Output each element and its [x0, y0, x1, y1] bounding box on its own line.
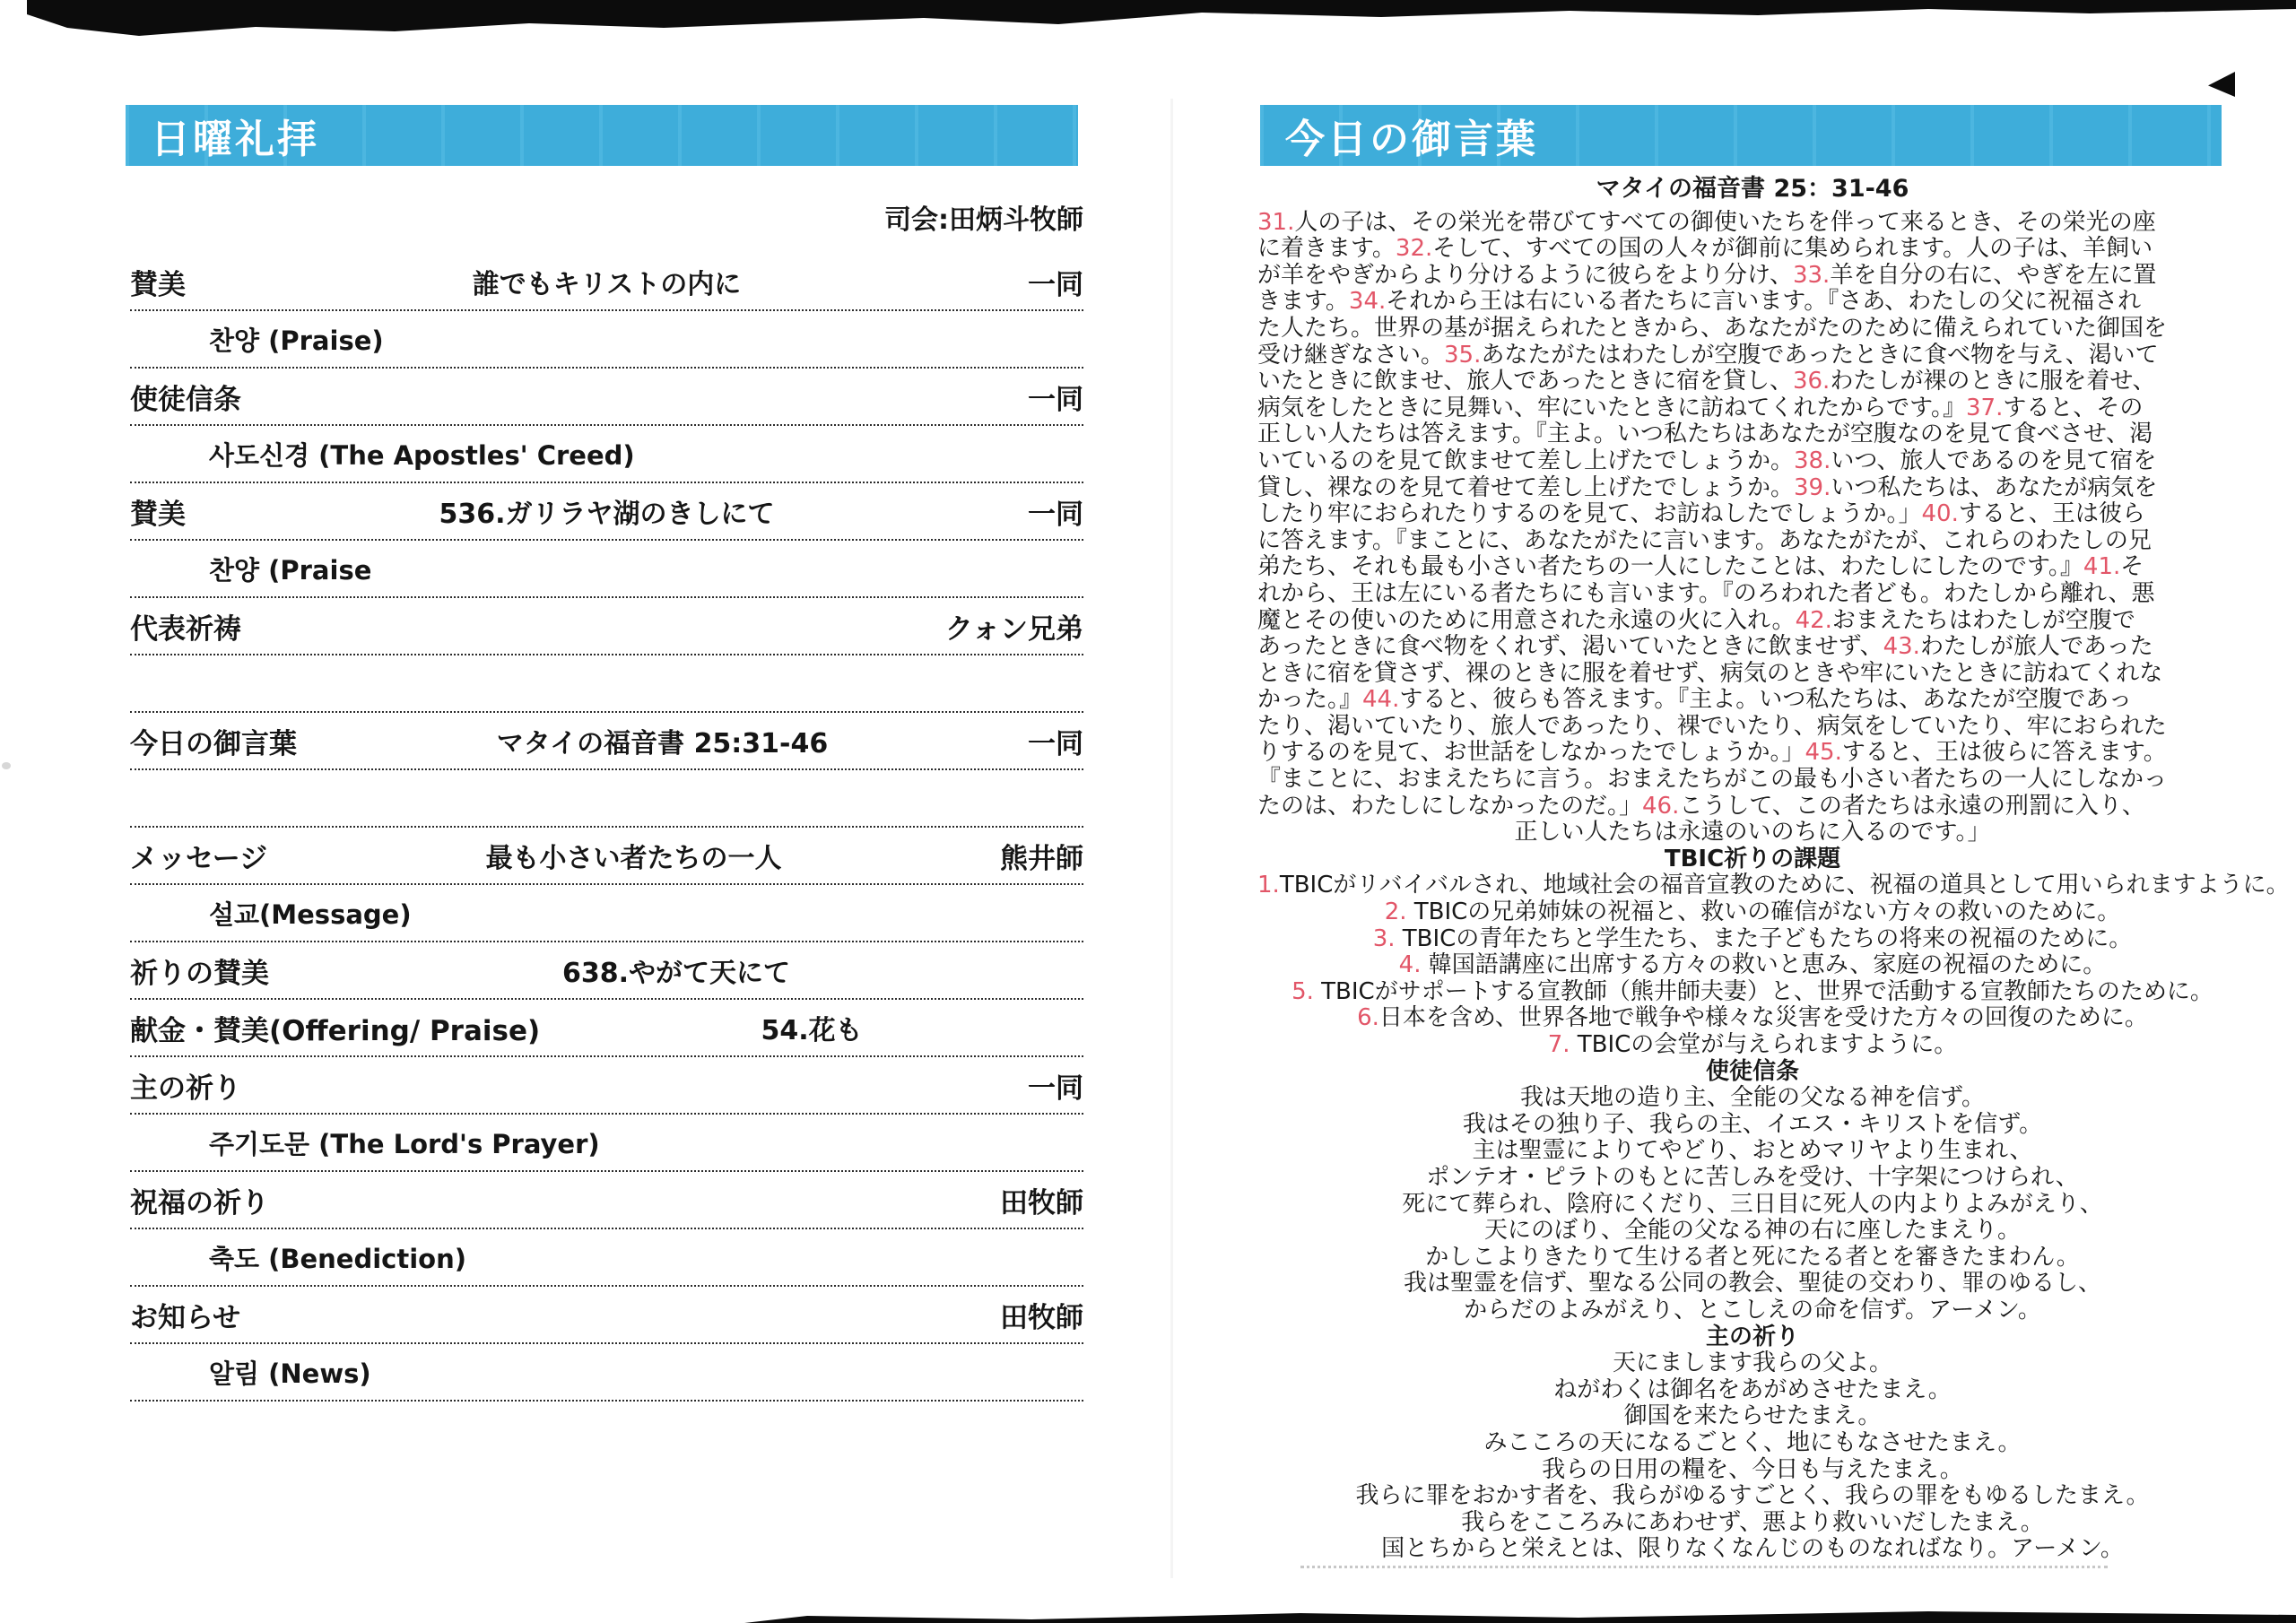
lords-prayer	[1257, 1350, 2248, 1563]
program-row	[130, 1229, 1083, 1287]
program-item-translation: 축도 (Benediction)	[209, 1243, 466, 1274]
program-row	[130, 369, 1083, 426]
scripture-line: たのは、わたしにしなかったのだ。」46.こうして、この者たちは永遠の刑罰に入り、	[1257, 792, 2145, 820]
program-item-attendee: 一同	[1028, 727, 1083, 760]
scripture-line: 31.人の子は、その栄光を帯びてすべての御使いたちを伴って来るとき、その栄光の座	[1257, 208, 2156, 236]
program-item-translation: 찬양 (Praise)	[209, 325, 384, 356]
program-item-attendee: 一同	[1028, 498, 1083, 531]
verse-number: 46.	[1642, 792, 1680, 820]
program-item-content: 誰でもキリストの内に	[472, 269, 742, 300]
creed-line: 天にのぼり、全能の父なる神の右に座したまえり。	[1483, 1217, 2021, 1245]
verse-number: 39.	[1794, 473, 1831, 501]
program-item-content: 638.やがて天にて	[561, 958, 791, 989]
page-gutter-crease	[1170, 99, 1173, 1578]
prayer-topic: 3. TBICの青年たちと学生たち、また子どもたちの将来の祝福のために。	[1372, 924, 2133, 952]
left-page-title: 日曜礼拝	[151, 117, 319, 162]
program-item-label: 使徒信条	[130, 383, 241, 416]
verse-number: 32.	[1395, 235, 1433, 263]
creed-line: からだのよみがえり、とこしえの命を信ず。アーメン。	[1464, 1296, 2041, 1324]
scripture-line: いたときに飲ませ、旅人であったときに宿を貸し、36.わたしが裸のときに服を着せ、	[1257, 368, 2156, 395]
verse-number: 33.	[1792, 261, 1831, 289]
program-item-content: 最も小さい者たちの一人	[485, 843, 782, 874]
worship-program	[130, 254, 1083, 1402]
program-item-content: マタイの福音書 25:31-46	[496, 728, 829, 759]
right-page-title: 今日の御言葉	[1285, 117, 1538, 162]
verse-number: 31.	[1257, 208, 1295, 236]
creed-line: かしこよりきたりて生ける者と死にたる者とを審きたまわん。	[1425, 1243, 2080, 1271]
prayer-topic: 6.日本を含め、世界各地で戦争や様々な災害を受けた方々の回復のために。	[1357, 1004, 2148, 1032]
verse-number: 1.	[1257, 872, 1280, 899]
creed-line: 死にて葬られ、陰府にくだり、三日目に死人の内よりよみがえり、	[1402, 1190, 2103, 1218]
verse-number: 43.	[1883, 633, 1920, 661]
scan-artifact-speck	[2, 762, 11, 769]
program-item-label: 賛美	[130, 268, 186, 301]
scripture-line: 貸し、裸なのを見て着せて差し上げたでしょうか。39.いつ私たちは、あなたが病気を	[1257, 473, 2158, 501]
creed-line: ポンテオ・ピラトのもとに苦しみを受け、十字架につけられ、	[1426, 1163, 2079, 1191]
program-item-content: 54.花も	[761, 1015, 863, 1046]
scan-artifact-corner-mark	[2208, 72, 2235, 97]
program-row	[130, 483, 1083, 541]
program-item-label: 今日の御言葉	[130, 727, 297, 760]
scan-artifact-bottom-edge	[744, 1610, 2296, 1623]
program-row	[130, 1057, 1083, 1115]
lords-prayer-heading: 主の祈り	[1705, 1323, 1799, 1350]
program-item-label: メッセージ	[130, 842, 268, 875]
verse-number: 36.	[1792, 368, 1831, 395]
scripture-line: 魔とその使いのために用意された永遠の火に入れ。42.おまえたちはわたしが空腹で	[1257, 606, 2135, 634]
verse-number: 38.	[1794, 447, 1831, 474]
program-row	[130, 942, 1083, 1000]
scripture-line: りするのを見て、お世話をしなかったでしょうか。」45.すると、王は彼らに答えます。	[1257, 739, 2167, 767]
creed-line: 我は聖霊を信ず、聖なる公同の教会、聖徒の交わり、罪のゆるし、	[1404, 1270, 2101, 1298]
lords-prayer-line: 我らの日用の糧を、今日も与えたまえ。	[1542, 1455, 1963, 1483]
prayer-topic: 5. TBICがサポートする宣教師（熊井師夫妻）と、世界で活動する宣教師たちのために。	[1292, 977, 2213, 1005]
program-item-translation: 알림 (News)	[209, 1358, 371, 1389]
verse-number: 2.	[1384, 898, 1407, 926]
program-item-attendee: クォン兄弟	[944, 612, 1083, 646]
scripture-line: が羊をやぎからより分けるように彼らをより分け、33.羊を自分の右に、やぎを左に置	[1257, 261, 2157, 289]
program-row	[130, 713, 1083, 770]
verse-number: 35.	[1444, 341, 1482, 369]
program-row	[130, 426, 1083, 483]
lords-prayer-line: 天にまします我らの父よ。	[1612, 1350, 1892, 1377]
scripture-line: 『まことに、おまえたちに言う。おまえたちがこの最も小さい者たちの一人にしなかっ	[1257, 766, 2168, 794]
creed-line: 我はその独り子、我らの主、イエス・キリストを信ず。	[1462, 1110, 2043, 1138]
verse-number: 6.	[1357, 1004, 1379, 1032]
program-item-label: 代表祈祷	[130, 612, 241, 646]
scan-artifact-top-edge	[27, 0, 2296, 38]
scripture-line: 受け継ぎなさい。35.あなたがたはわたしが空腹であったときに食べ物を与え、渇いて	[1257, 341, 2159, 369]
scripture-line: た人たち。世界の基が据えられたときから、あなたがたのために備えられていた御国を	[1257, 314, 2168, 342]
scripture-line: あったときに食べ物をくれず、渇いていたときに飲ませず、43.わたしが旅人であった	[1257, 633, 2153, 661]
right-page-text	[1257, 175, 2290, 1563]
scripture-line: ときに宿を貸さず、裸のときに服を着せず、病気のときや牢にいたときに訪ねてくれな	[1257, 659, 2163, 687]
verse-number: 37.	[1966, 394, 2004, 421]
program-row	[130, 541, 1083, 598]
scripture-title: マタイの福音書 25：31-46	[1596, 175, 1909, 203]
program-item-translation: 사도신경 (The Apostles' Creed)	[209, 439, 635, 471]
program-row	[130, 828, 1083, 885]
program-item-translation: 설교(Message)	[209, 898, 412, 930]
scripture-line: 病気をしたときに見舞い、牢にいたときに訪ねてくれたからです。』37.すると、その	[1257, 394, 2144, 421]
verse-number: 3.	[1372, 924, 1396, 952]
program-row	[130, 655, 1083, 713]
program-item-translation: 찬양 (Praise	[209, 554, 372, 586]
program-item-translation: 주기도문 (The Lord's Prayer)	[209, 1128, 600, 1159]
verse-number: 41.	[2083, 553, 2121, 581]
scripture-line: 弟たち、それも最も小さい者たちの一人にしたことは、わたしにしたのです。』41.そ	[1257, 553, 2144, 581]
program-item-attendee: 一同	[1028, 1072, 1083, 1105]
program-item-label: お知らせ	[130, 1301, 241, 1334]
scripture-line: 正しい人たちは永遠のいのちに入るのです。」	[1514, 819, 1991, 846]
program-row	[130, 1000, 1083, 1057]
scripture-line: したり牢におられたりするのを見て、お訪ねしたでしょうか。」40.すると、王は彼ら	[1257, 500, 2145, 528]
verse-number: 45.	[1805, 739, 1842, 767]
creed-heading: 使徒信条	[1705, 1057, 1799, 1085]
program-item-label: 祈りの賛美	[130, 957, 269, 990]
scripture-line: たり、渇いていたり、旅人であったり、裸でいたり、病気をしていたり、牢におられた	[1257, 712, 2167, 740]
program-row	[130, 1115, 1083, 1172]
program-row	[130, 598, 1083, 655]
program-item-attendee: 一同	[1028, 383, 1083, 416]
program-item-content: 536.ガリラヤ湖のきしにて	[439, 499, 775, 530]
verse-number: 5.	[1292, 977, 1314, 1005]
lords-prayer-line: みこころの天になるごとく、地にもなさせたまえ。	[1483, 1428, 2022, 1456]
scripture-passage	[1257, 210, 2248, 846]
prayer-topic: 1.TBICがリバイバルされ、地域社会の福音宣教のために、祝福の道具として用いられますように。	[1257, 872, 2290, 899]
program-row	[130, 885, 1083, 942]
program-item-label: 献金・賛美(Offering/ Praise)	[130, 1014, 541, 1047]
program-item-attendee: 田牧師	[1000, 1301, 1083, 1334]
program-row	[130, 1344, 1083, 1402]
creed-line: 主は聖霊によりてやどり、おとめマリヤより生まれ、	[1472, 1137, 2033, 1165]
lords-prayer-line: 国とちからと栄えとは、限りなくなんじのものなればなり。アーメン。	[1381, 1535, 2124, 1563]
lords-prayer-line: 我らに罪をおかす者を、我らがゆるすごとく、我らの罪をもゆるしたまえ。	[1355, 1482, 2150, 1510]
prayer-topic: 7. TBICの会堂が与えられますように。	[1547, 1031, 1958, 1058]
prayer-topic: 2. TBICの兄弟姉妹の祝福と、救いの確信がない方々の救いのために。	[1384, 898, 2121, 926]
scripture-line: に着きます。32.そして、すべての国の人々が御前に集められます。人の子は、羊飼い	[1257, 235, 2153, 263]
program-item-attendee: 田牧師	[1000, 1186, 1083, 1219]
program-row	[130, 1287, 1083, 1344]
scripture-line: いているのを見て飲ませて差し上げたでしょうか。38.いつ、旅人であるのを見て宿を	[1257, 447, 2157, 474]
verse-number: 4.	[1398, 951, 1422, 979]
verse-number: 34.	[1348, 288, 1387, 316]
program-item-label: 賛美	[130, 498, 186, 531]
scripture-line: 正しい人たちは答えます。『主よ。いつ私たちはあなたが空腹なのを見て食べさせ、渇	[1257, 421, 2153, 448]
verse-number: 40.	[1921, 500, 1959, 528]
program-row	[130, 1172, 1083, 1229]
scripture-line: れから、王は左にいる者たちにも言います。『のろわれた者ども。わたしから離れ、悪	[1257, 579, 2155, 607]
program-item-attendee: 一同	[1028, 268, 1083, 301]
program-item-attendee: 熊井師	[1000, 842, 1083, 875]
lords-prayer-line: 我らをこころみにあわせず、悪より救いいだしたまえ。	[1461, 1508, 2044, 1536]
prayer-topics	[1257, 872, 2290, 1058]
prayer-topics-heading: TBIC祈りの課題	[1664, 845, 1841, 872]
lords-prayer-line: ねがわくは御名をあがめさせたまえ。	[1553, 1376, 1952, 1403]
program-row	[130, 770, 1083, 828]
prayer-topic: 4. 韓国語講座に出席する方々の救いと恵み、家庭の祝福のために。	[1398, 951, 2107, 979]
program-item-label: 祝福の祈り	[130, 1186, 269, 1219]
scripture-line: に答えます。『まことに、あなたがたに言います。あなたがたが、これらのわたしの兄	[1257, 526, 2152, 554]
sunday-worship-banner	[126, 105, 1078, 166]
verse-number: 44.	[1362, 686, 1400, 714]
program-row	[130, 254, 1083, 311]
verse-number: 42.	[1795, 606, 1832, 634]
scripture-line: きます。34.それから王は右にいる者たちに言います。『さあ、わたしの父に祝福され	[1257, 288, 2142, 316]
scan-artifact-smear	[1300, 1566, 2108, 1574]
todays-word-banner	[1260, 105, 2222, 166]
apostles-creed	[1257, 1085, 2248, 1324]
mc-line: 司会:田炳斗牧師	[884, 204, 1083, 236]
creed-line: 我は天地の造り主、全能の父なる神を信ず。	[1520, 1084, 1985, 1112]
verse-number: 7.	[1547, 1031, 1570, 1058]
program-row	[130, 311, 1083, 369]
program-item-label: 主の祈り	[130, 1072, 241, 1105]
scripture-line: かった。』44.すると、彼らも答えます。『主よ。いつ私たちは、あなたが空腹であっ	[1257, 686, 2133, 714]
lords-prayer-line: 御国を来たらせたまえ。	[1623, 1402, 1882, 1430]
